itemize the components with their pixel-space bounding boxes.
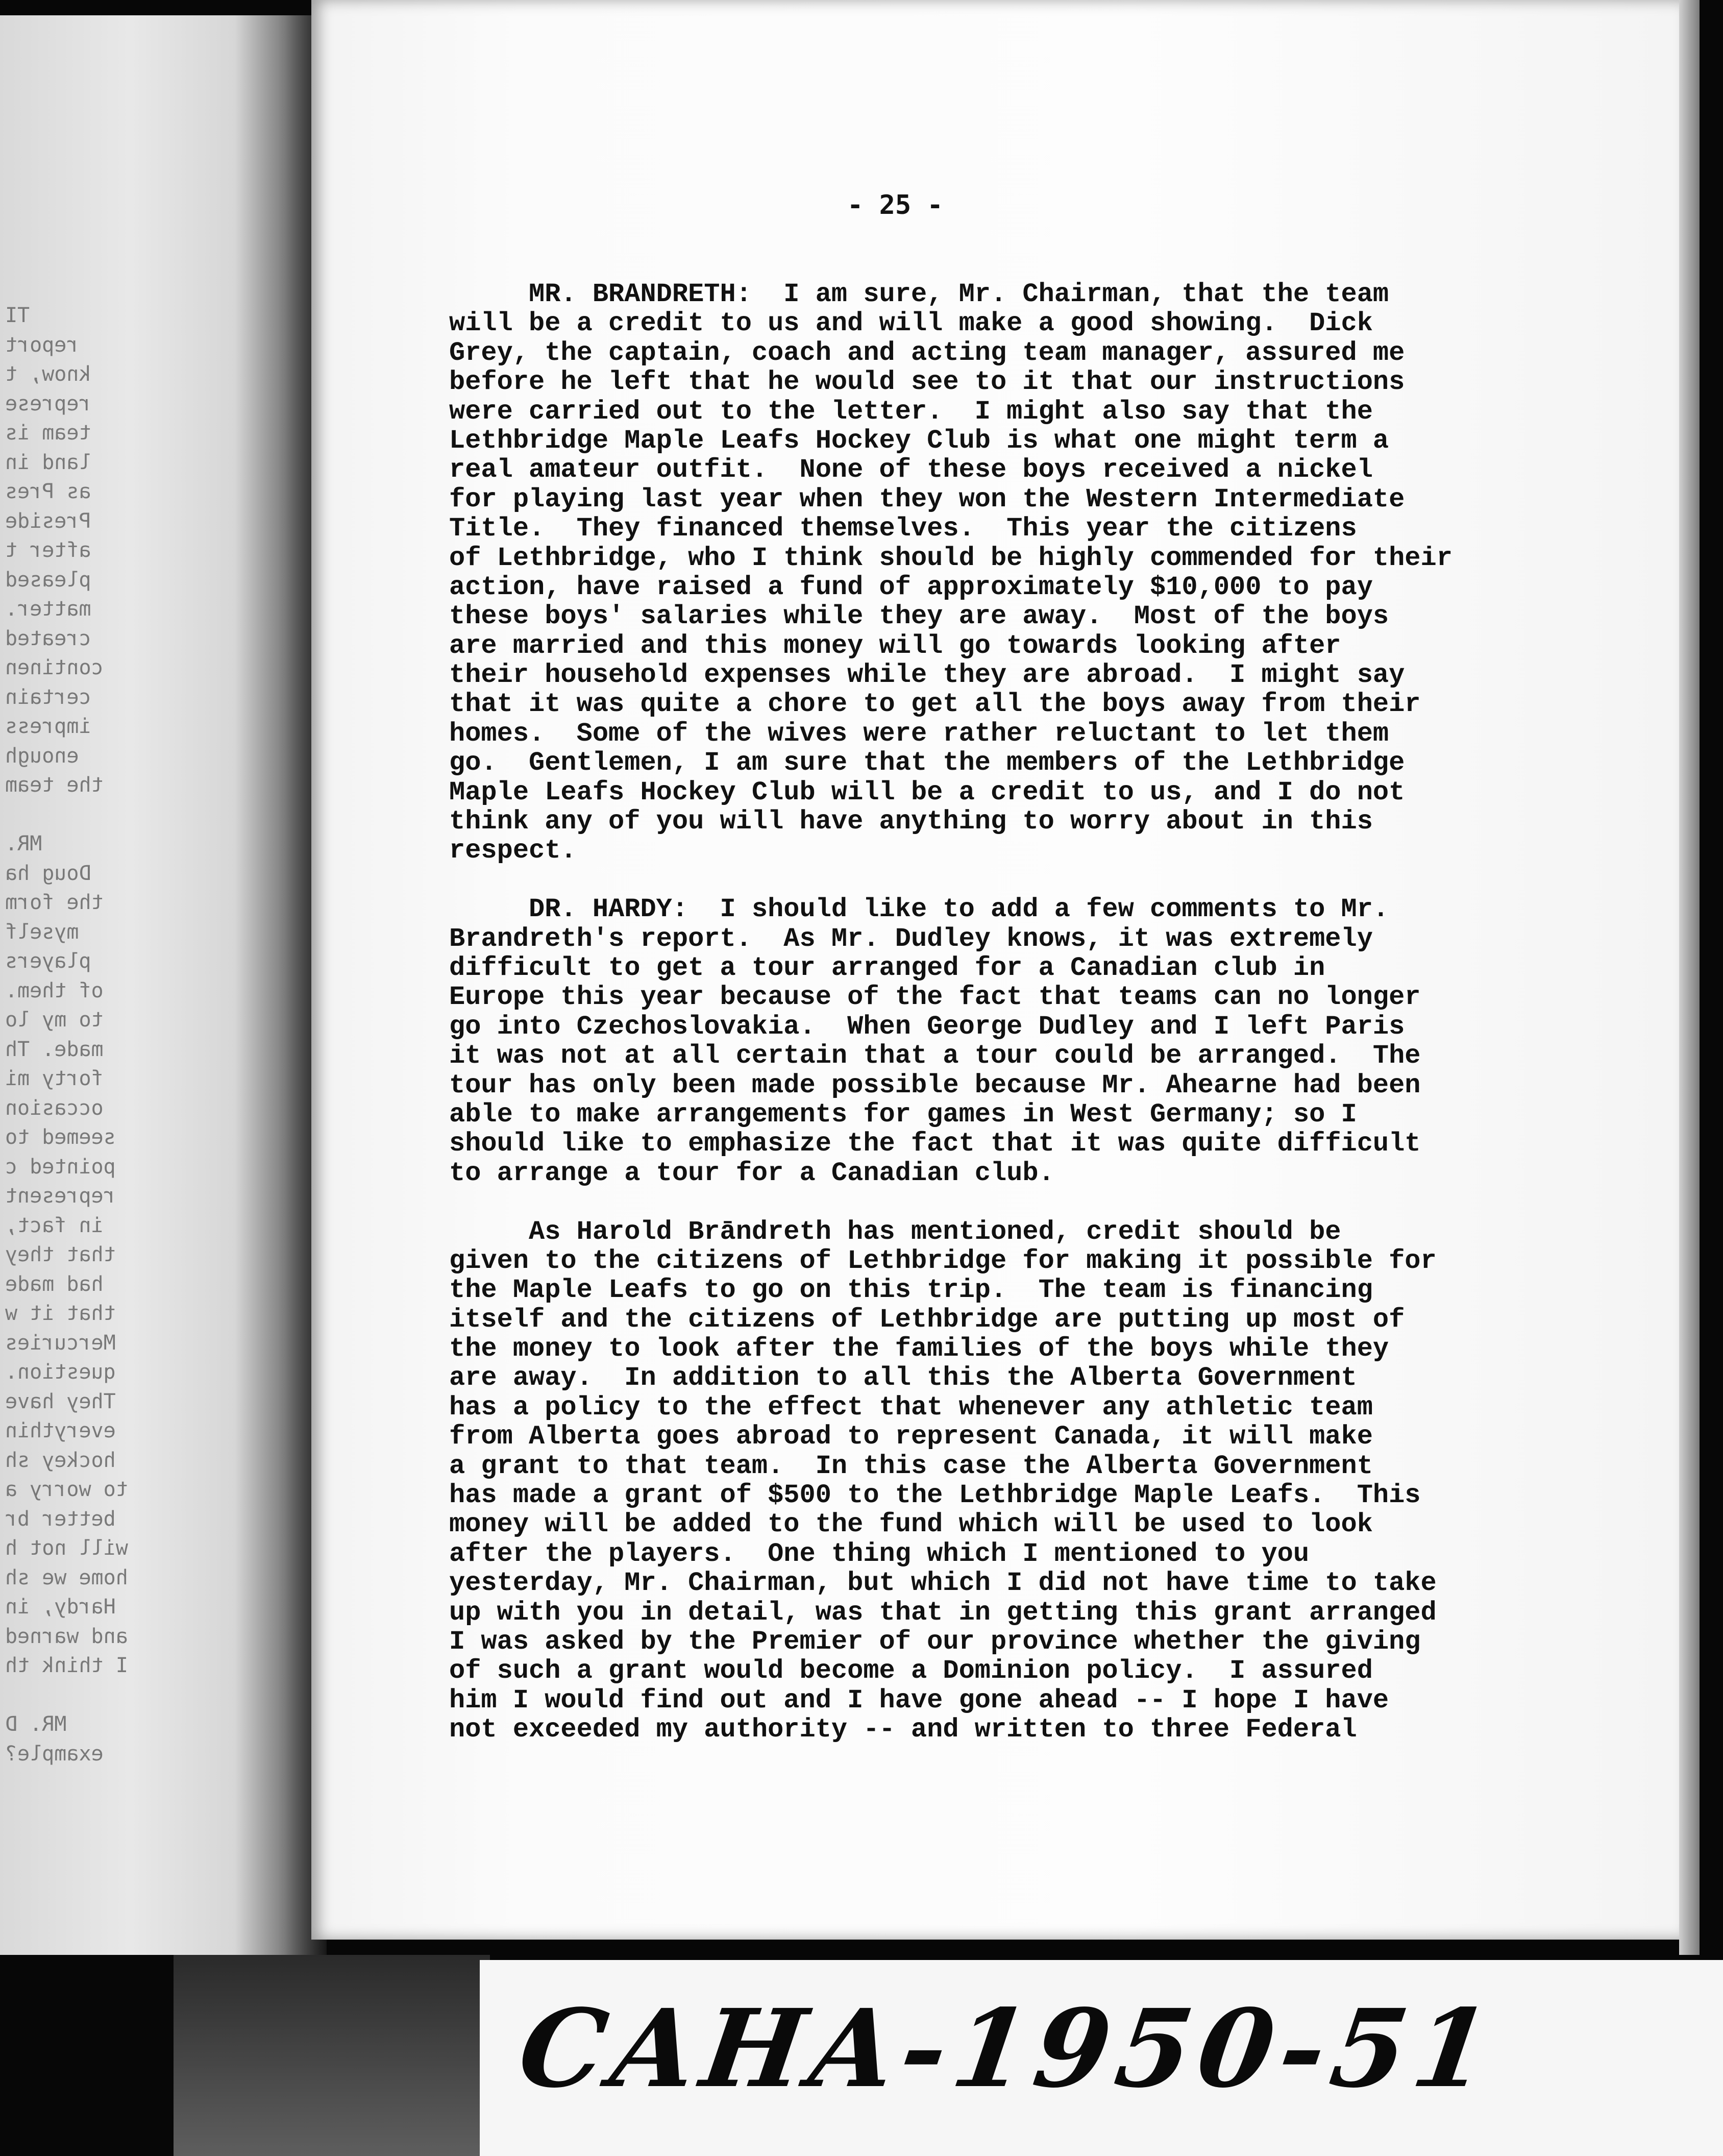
text-line: money will be added to the fund which will be used to look	[449, 1509, 1373, 1540]
text-line: before he left that he would see to it that our instructions	[449, 367, 1405, 398]
showthrough-line: hockey sh	[5, 1448, 116, 1472]
paragraph-gap	[449, 866, 1572, 895]
showthrough-line: better br	[5, 1507, 116, 1531]
text-line: it was not at all certain that a tour could be arranged. The	[449, 1041, 1421, 1071]
text-line: itself and the citizens of Lethbridge are putting up most of	[449, 1304, 1405, 1335]
showthrough-line: Hardy, in	[5, 1595, 116, 1619]
showthrough-line: impress	[5, 715, 91, 738]
showthrough-line: everythin	[5, 1419, 116, 1442]
text-line: up with you in detail, was that in getting this grant arranged	[449, 1597, 1437, 1628]
paragraph	[449, 1217, 1572, 1745]
showthrough-line: enough	[5, 744, 79, 768]
text-line: of Lethbridge, who I think should be highly commended for their	[449, 543, 1453, 573]
text-line: given to the citizens of Lethbridge for making it possible for	[449, 1245, 1437, 1276]
text-line: from Alberta goes abroad to represent Canada, it will make	[449, 1422, 1373, 1452]
showthrough-line: MR.	[5, 832, 42, 855]
text-line: Lethbridge Maple Leafs Hockey Club is what one might term a	[449, 425, 1389, 456]
showthrough-line: continen	[5, 656, 104, 679]
showthrough-line: that it w	[5, 1302, 116, 1325]
text-line: has a policy to the effect that whenever any athletic team	[449, 1392, 1373, 1423]
text-line: Europe this year because of the fact that teams can no longer	[449, 982, 1421, 1013]
text-line: the Maple Leafs to go on this trip. The team is financing	[449, 1275, 1373, 1306]
text-line: has made a grant of $500 to the Lethbridge Maple Leafs. This	[449, 1480, 1421, 1511]
text-line: for playing last year when they won the Western Intermediate	[449, 484, 1405, 514]
showthrough-line: that they	[5, 1243, 116, 1266]
text-line: that it was quite a chore to get all the boys away from their	[449, 689, 1421, 720]
showthrough-line: forty mi	[5, 1067, 104, 1090]
showthrough-line: after t	[5, 538, 91, 562]
text-line: him I would find out and I have gone ahead -- I hope I have	[449, 1685, 1389, 1716]
showthrough-line: certain	[5, 685, 91, 709]
text-line: I was asked by the Premier of our province whether the giving	[449, 1626, 1421, 1657]
showthrough-line: know, t	[5, 362, 91, 386]
showthrough-line: TI	[5, 304, 30, 327]
text-line: think any of you will have anything to worry about in this	[449, 806, 1373, 837]
showthrough-line: MR. D	[5, 1712, 67, 1736]
showthrough-line	[5, 1681, 199, 1710]
showthrough-line: in fact,	[5, 1213, 104, 1237]
text-line: tour has only been made possible because Mr. Ahearne had been	[449, 1070, 1421, 1100]
text-line: difficult to get a tour arranged for a Canadian club in	[449, 952, 1325, 983]
page-number: - 25 -	[847, 190, 943, 220]
text-line: are away. In addition to all this the Alberta Government	[449, 1363, 1357, 1393]
text-line: MR. BRANDRETH: I am sure, Mr. Chairman, that the team	[449, 279, 1389, 309]
showthrough-line: represe	[5, 391, 91, 415]
showthrough-line: seemed to	[5, 1125, 116, 1149]
showthrough-line: example?	[5, 1742, 104, 1766]
showthrough-line: created	[5, 626, 91, 650]
text-line: not exceeded my authority -- and written to three Federal	[449, 1714, 1357, 1745]
showthrough-line: home we sh	[5, 1565, 128, 1589]
text-line: respect.	[449, 836, 577, 866]
showthrough-line: I think th	[5, 1654, 128, 1677]
showthrough-line: players	[5, 949, 91, 973]
showthrough-line: They have	[5, 1389, 116, 1413]
text-line: go. Gentlemen, I am sure that the members of the Lethbridge	[449, 748, 1405, 778]
text-line: a grant to that team. In this case the Alberta Government	[449, 1451, 1373, 1481]
paragraph	[449, 895, 1572, 1188]
text-line: Maple Leafs Hockey Club will be a credit to us, and I do not	[449, 777, 1405, 807]
text-line: of such a grant would become a Dominion policy. I assured	[449, 1656, 1373, 1686]
showthrough-line: the team	[5, 773, 104, 797]
text-line: are married and this money will go towards looking after	[449, 630, 1341, 661]
showthrough-line: pleased	[5, 568, 91, 592]
text-line: real amateur outfit. None of these boys received a nickel	[449, 455, 1373, 485]
text-line: As Harold Brāndreth has mentioned, credit should be	[449, 1216, 1341, 1247]
showthrough-line: matter.	[5, 597, 91, 621]
showthrough-line: had made	[5, 1272, 104, 1296]
showthrough-line: as Pres	[5, 480, 91, 503]
facing-page-showthrough-text	[5, 301, 199, 1769]
showthrough-line: Preside	[5, 509, 91, 533]
text-line: to arrange a tour for a Canadian club.	[449, 1158, 1054, 1188]
showthrough-line: the form	[5, 891, 104, 914]
text-line: should like to emphasize the fact that it was quite difficult	[449, 1129, 1421, 1159]
label-card-shadow	[174, 1955, 490, 2156]
text-line: able to make arrangements for games in West Germany; so I	[449, 1099, 1357, 1130]
showthrough-line	[5, 800, 199, 830]
showthrough-line: and warned	[5, 1624, 128, 1648]
text-line: yesterday, Mr. Chairman, but which I did not have time to take	[449, 1568, 1437, 1599]
text-line: go into Czechoslovakia. When George Dudley and I left Paris	[449, 1011, 1405, 1042]
paragraph	[449, 280, 1572, 866]
text-line: their household expenses while they are abroad. I might say	[449, 660, 1405, 691]
showthrough-line: report	[5, 333, 79, 357]
text-line: Grey, the captain, coach and acting team manager, assured me	[449, 337, 1405, 368]
showthrough-line: myself	[5, 920, 79, 944]
showthrough-line: land in	[5, 450, 91, 474]
showthrough-line: team is	[5, 421, 91, 445]
showthrough-line: made. Th	[5, 1037, 104, 1061]
text-line: the money to look after the families of the boys while they	[449, 1334, 1389, 1364]
showthrough-line: pointed c	[5, 1155, 116, 1179]
showthrough-line: Doug ha	[5, 861, 91, 885]
archive-label-text: CAHA-1950-51	[511, 1986, 1505, 2112]
text-line: after the players. One thing which I mentioned to you	[449, 1538, 1310, 1569]
text-line: action, have raised a fund of approximately $10,000 to pay	[449, 572, 1373, 602]
showthrough-line: question.	[5, 1360, 116, 1384]
paragraph-gap	[449, 1188, 1572, 1217]
showthrough-line: Mercuries	[5, 1331, 116, 1355]
text-line: will be a credit to us and will make a good showing. Dick	[449, 308, 1373, 339]
showthrough-line: to my lo	[5, 1008, 104, 1032]
showthrough-line: to worry a	[5, 1478, 128, 1501]
showthrough-line: represent	[5, 1184, 116, 1208]
showthrough-line: of them.	[5, 978, 104, 1002]
text-line: homes. Some of the wives were rather reluctant to let them	[449, 718, 1389, 749]
typewritten-body	[449, 280, 1572, 1745]
text-line: DR. HARDY: I should like to add a few comments to Mr.	[449, 894, 1389, 925]
text-line: Title. They financed themselves. This year the citizens	[449, 513, 1357, 544]
showthrough-line: will not h	[5, 1536, 128, 1560]
page-edge	[1679, 0, 1700, 1955]
text-line: were carried out to the letter. I might also say that the	[449, 396, 1373, 427]
text-line: Brandreth's report. As Mr. Dudley knows, it was extremely	[449, 923, 1373, 954]
showthrough-line: occasion	[5, 1096, 104, 1120]
text-line: these boys' salaries while they are away. Most of the boys	[449, 601, 1389, 632]
